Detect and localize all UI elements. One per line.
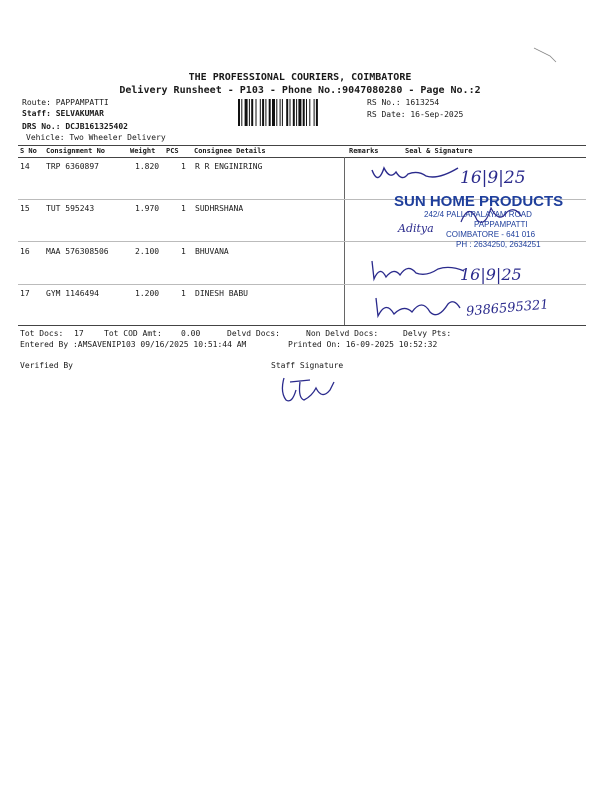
row-16-weight: 2.100	[135, 247, 160, 256]
row-14-signature-icon	[368, 160, 464, 190]
verified-by-label: Verified By	[20, 361, 73, 370]
rs-number: RS No.: 1613254	[367, 98, 440, 107]
tot-docs-label: Tot Docs:	[20, 329, 64, 338]
col-seal-signature: Seal & Signature	[405, 147, 473, 155]
row-14-handwritten-date: 16|9|25	[460, 168, 526, 188]
row-16-handwritten-date: 16|9|25	[460, 265, 522, 284]
row-16-pcs: 1	[181, 247, 186, 256]
row-17-handwritten-phone: 9386595321	[465, 297, 550, 320]
row-16-signature-icon	[368, 255, 468, 283]
row-15-sno: 15	[20, 204, 30, 213]
col-consignment: Consignment No	[46, 147, 106, 155]
rs-date: RS Date: 16-Sep-2025	[367, 110, 464, 119]
col-pcs: PCS	[166, 147, 179, 155]
non-delvd-docs-label: Non Delvd Docs:	[306, 329, 379, 338]
row-15-weight: 1.970	[135, 204, 160, 213]
vehicle-label: Vehicle: Two Wheeler Delivery	[26, 133, 166, 142]
col-sno: S No	[20, 147, 37, 155]
tot-cod-value: 0.00	[181, 329, 201, 338]
row-14-weight: 1.820	[135, 162, 160, 171]
company-name: THE PROFESSIONAL COURIERS, COIMBATORE	[188, 72, 412, 83]
stamp-phone: PH : 2634250, 2634251	[456, 240, 541, 249]
tot-docs-value: 17	[74, 329, 84, 338]
entered-by: Entered By :AMSAVENIP103 09/16/2025 10:51:44 AM	[20, 340, 247, 349]
row-17-sno: 17	[20, 289, 30, 298]
row-15-consignment: TUT 595243	[46, 204, 95, 213]
stamp-company-name: SUN HOME PRODUCTS	[394, 193, 564, 210]
table-header-rule	[18, 157, 586, 158]
printed-on: Printed On: 16-09-2025 10:52:32	[288, 340, 438, 349]
delvd-docs-label: Delvd Docs:	[227, 329, 280, 338]
row-14-sno: 14	[20, 162, 30, 171]
staff-signature-label: Staff Signature	[271, 361, 344, 370]
stamp-signature-icon	[455, 198, 525, 232]
row-rule	[18, 284, 586, 285]
col-consignee: Consignee Details	[194, 147, 266, 155]
runsheet-title: Delivery Runsheet - P103 - Phone No.:9047080280 - Page No.:2	[119, 85, 481, 96]
staff-signature-icon	[276, 372, 338, 406]
row-17-consignment: GYM 1146494	[46, 289, 99, 298]
row-15-pcs: 1	[181, 204, 186, 213]
stamp-handwritten-name: Aditya	[398, 222, 434, 235]
row-16-consignment: MAA 576308506	[46, 247, 109, 256]
row-14-pcs: 1	[181, 162, 186, 171]
row-15-consignee: SUDHRSHANA	[195, 204, 244, 213]
tot-cod-label: Tot COD Amt:	[104, 329, 162, 338]
row-16-sno: 16	[20, 247, 30, 256]
stamp-address: 242/4 PALLAPALAYAM ROAD	[424, 210, 532, 219]
row-17-signature-icon	[372, 292, 462, 322]
delvy-pts-label: Delvy Pts:	[403, 329, 452, 338]
row-14-consignment: TRP 6360897	[46, 162, 99, 171]
table-bottom-rule	[18, 325, 586, 326]
scan-mark-icon	[532, 44, 558, 64]
row-17-consignee: DINESH BABU	[195, 289, 248, 298]
route-label: Route: PAPPAMPATTI	[22, 98, 109, 107]
row-14-consignee: R R ENGINIRING	[195, 162, 263, 171]
barcode-image	[236, 99, 364, 126]
stamp-place: PAPPAMPATTI	[474, 220, 528, 229]
staff-label: Staff: SELVAKUMAR	[22, 109, 104, 118]
row-16-consignee: BHUVANA	[195, 247, 229, 256]
row-17-pcs: 1	[181, 289, 186, 298]
table-top-rule	[18, 145, 586, 146]
stamp-city: COIMBATORE - 641 016	[446, 230, 536, 239]
drs-label: DRS No.: DCJB161325402	[22, 122, 128, 131]
col-weight: Weight	[130, 147, 156, 155]
col-remarks: Remarks	[349, 147, 379, 155]
row-17-weight: 1.200	[135, 289, 160, 298]
